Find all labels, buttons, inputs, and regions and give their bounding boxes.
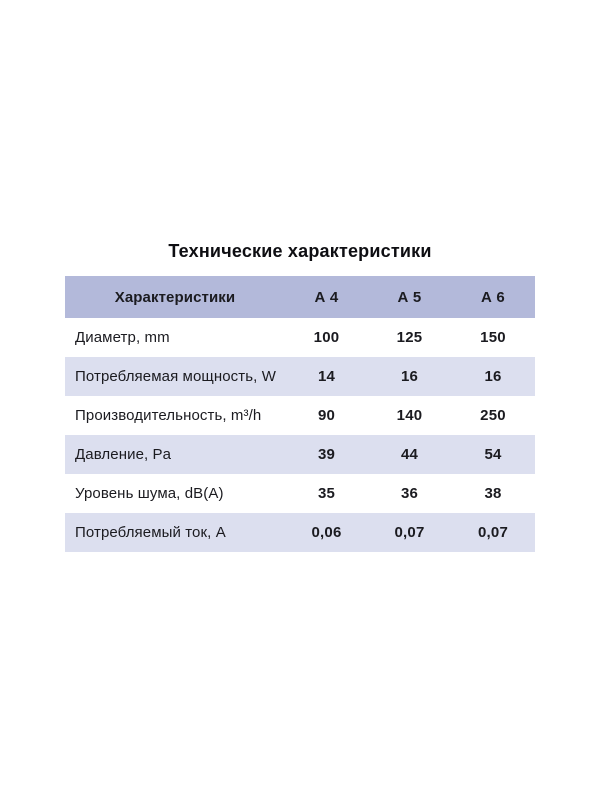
row-label: Потребляемый ток, А	[75, 524, 226, 541]
page-title: Технические характеристики	[168, 241, 432, 261]
row-label: Производительность, m³/h	[75, 407, 262, 424]
cell-value: 36	[400, 485, 419, 502]
column-header-characteristics: Характеристики	[114, 288, 236, 306]
cell-value: 90	[317, 407, 336, 424]
column-header-a4: А 4	[314, 288, 339, 306]
table-row-noise	[65, 474, 535, 513]
cell-value: 0,06	[311, 524, 342, 541]
cell-value: 150	[480, 329, 506, 346]
column-header-a6: А 6	[481, 288, 505, 306]
cell-value: 14	[317, 368, 336, 385]
cell-value: 100	[313, 329, 340, 346]
column-header-a5: А 5	[397, 288, 422, 306]
row-label: Уровень шума, dB(A)	[75, 485, 224, 502]
table-row-current	[65, 513, 535, 552]
cell-value: 44	[400, 446, 419, 463]
table-row-power	[65, 357, 535, 396]
table-row-diameter	[65, 318, 535, 357]
cell-value: 16	[400, 368, 419, 385]
row-label: Диаметр, mm	[75, 329, 170, 346]
cell-value: 39	[317, 446, 336, 463]
spec-table	[65, 276, 535, 552]
cell-value: 140	[396, 407, 423, 424]
row-label: Потребляемая мощность, W	[75, 368, 276, 385]
row-label: Давление, Pa	[75, 446, 172, 463]
table-row-capacity	[65, 396, 535, 435]
table-row-pressure	[65, 435, 535, 474]
cell-value: 38	[484, 485, 502, 502]
cell-value: 125	[396, 329, 423, 346]
cell-value: 16	[484, 368, 502, 385]
cell-value: 35	[317, 485, 336, 502]
cell-value: 250	[480, 407, 506, 424]
cell-value: 54	[484, 446, 502, 463]
table-header-row	[65, 276, 535, 318]
cell-value: 0,07	[394, 524, 425, 541]
cell-value: 0,07	[478, 524, 508, 541]
